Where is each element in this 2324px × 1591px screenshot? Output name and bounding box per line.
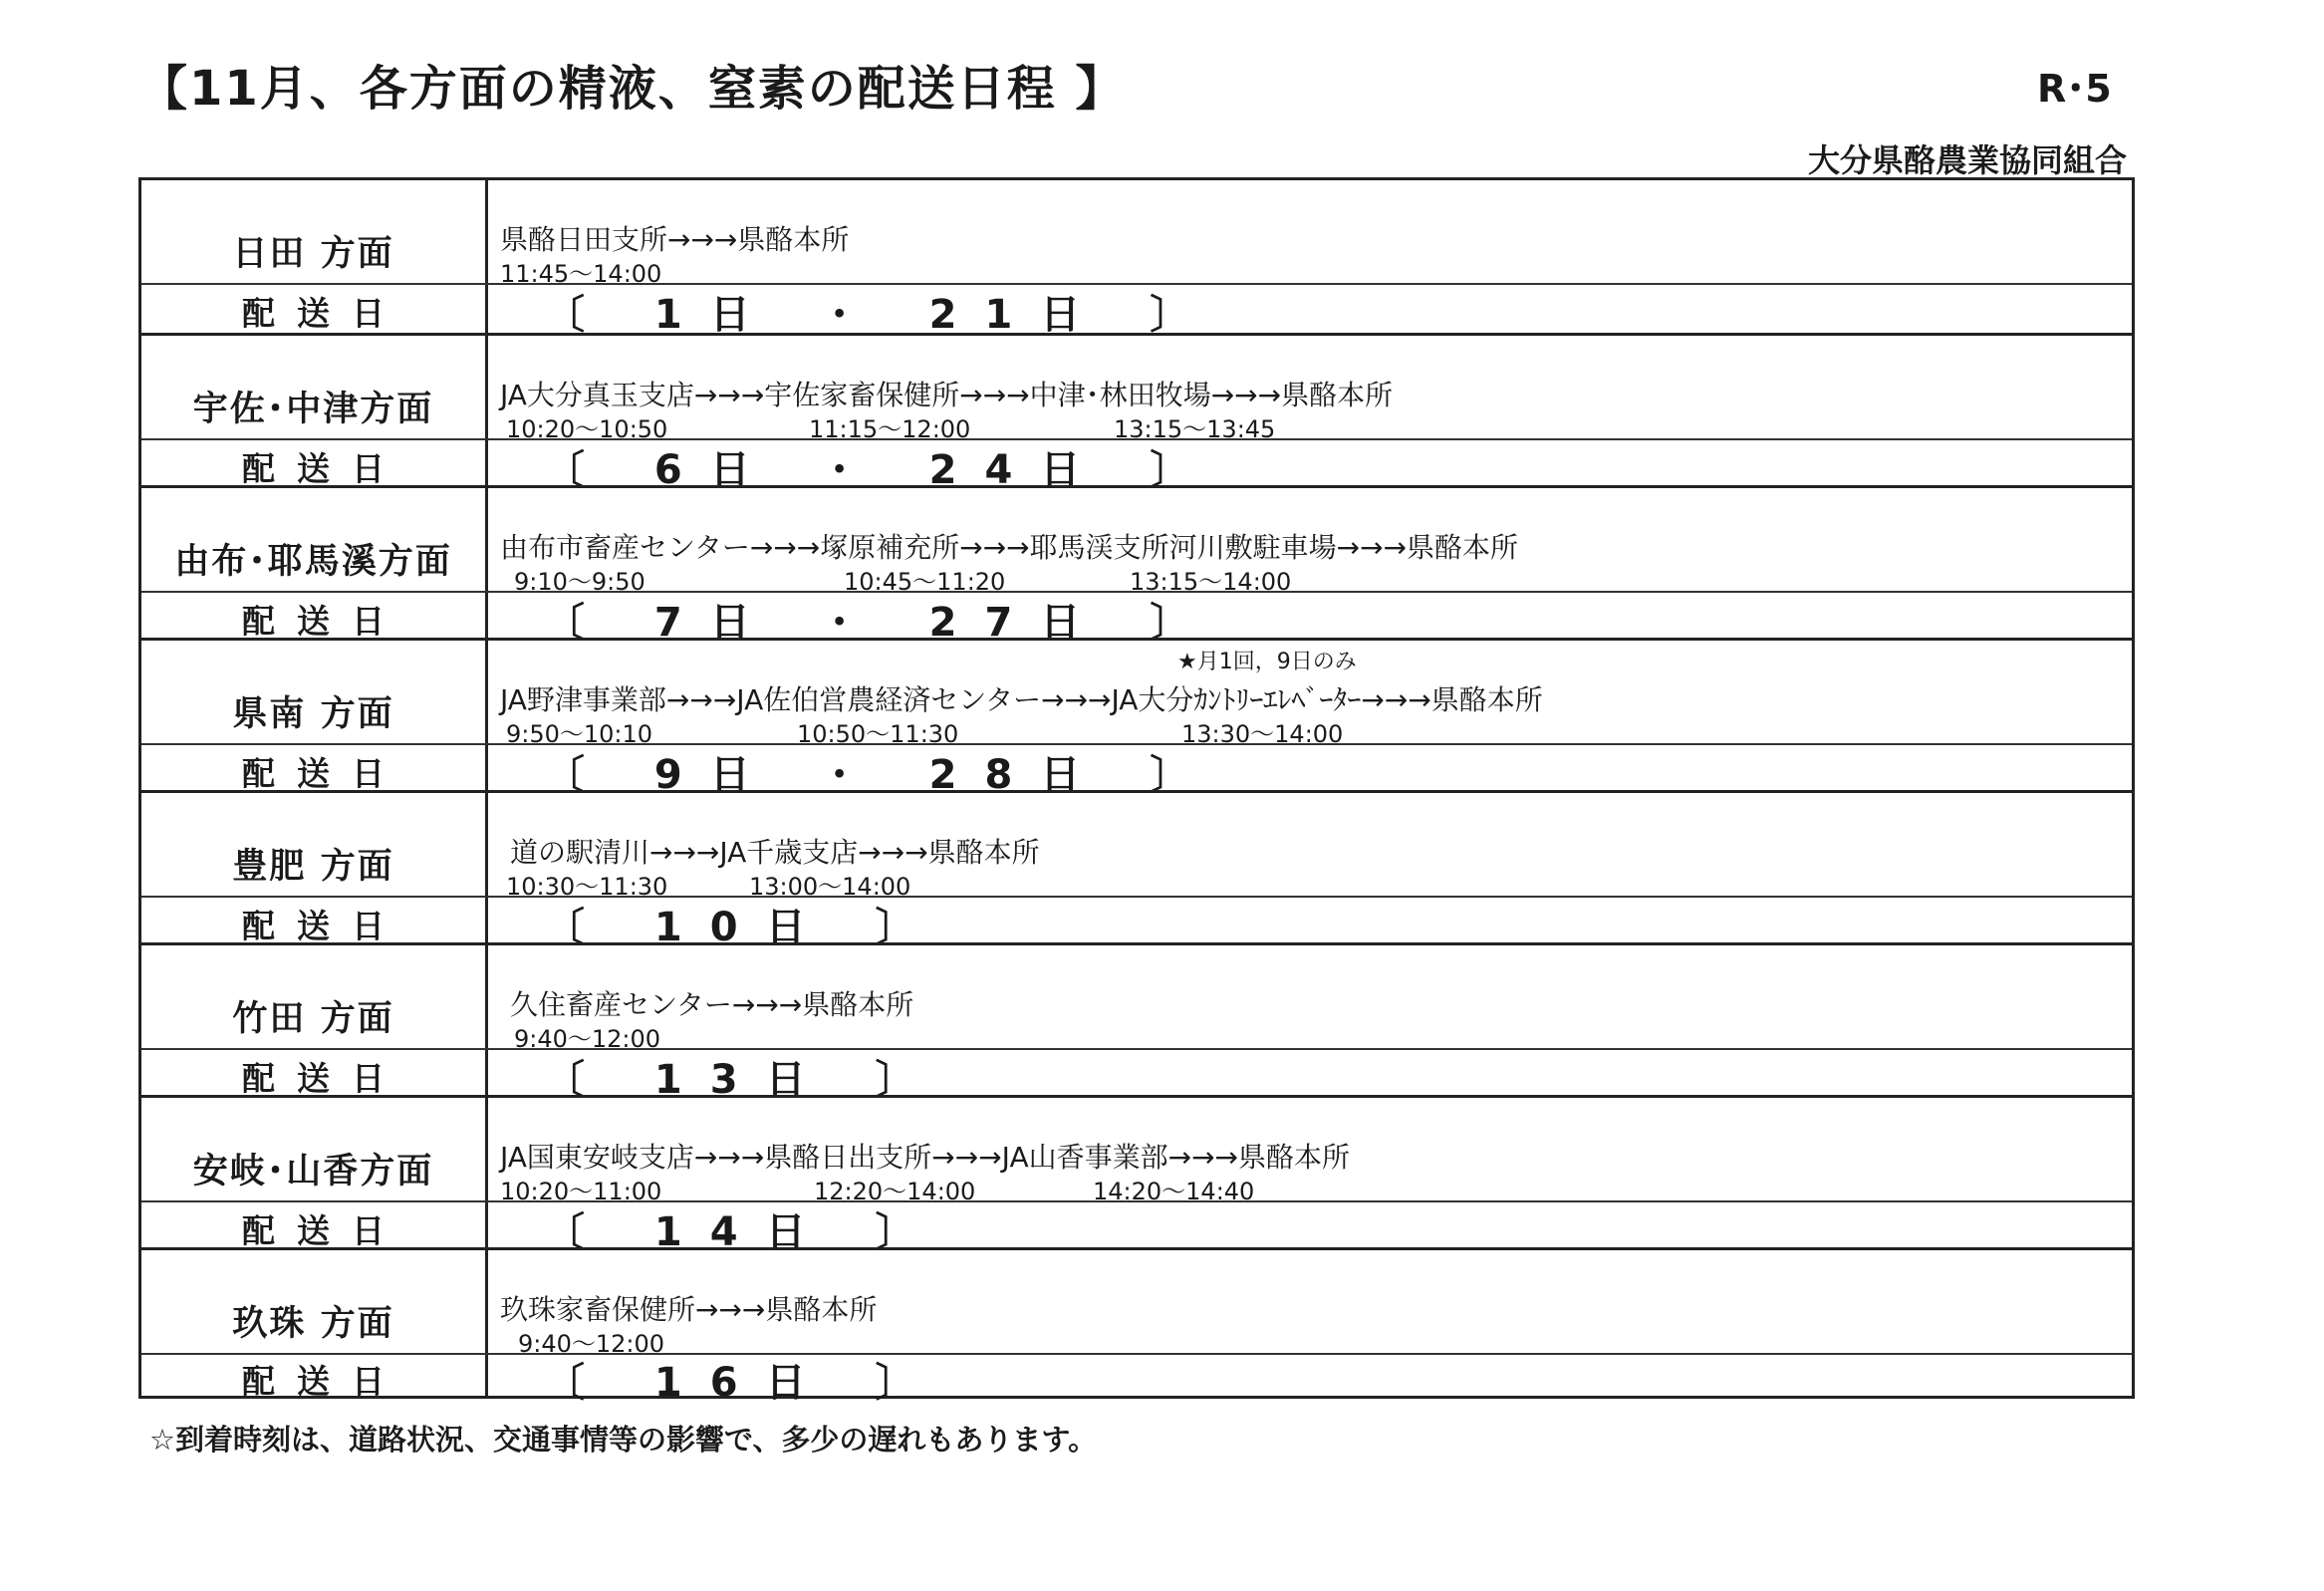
row-divider: [141, 896, 2132, 898]
delivery-day-label: 配送日: [242, 907, 406, 945]
schedule-block-taketa: [141, 942, 2132, 1103]
time-slot: 9:40～12:00: [514, 1025, 661, 1053]
delivery-day-label: 配送日: [242, 1059, 406, 1098]
delivery-day-label: 配送日: [242, 1211, 406, 1250]
delivery-dates: 〔 10日 〕: [545, 905, 943, 950]
schedule-block-hohi: [141, 790, 2132, 950]
time-slot: 13:00～14:00: [749, 873, 911, 901]
delivery-dates: 〔 7日 ・ 27日 〕: [545, 600, 1218, 646]
time-slot: 10:50～11:30: [797, 720, 959, 748]
route-text: JA国東安岐支店→→→県酪日出支所→→→JA山香事業部→→→県酪本所: [500, 1141, 1350, 1174]
row-divider: [141, 1048, 2132, 1050]
time-slot: 13:15～14:00: [1130, 568, 1292, 596]
delivery-dates: 〔 6日 ・ 24日 〕: [545, 447, 1218, 493]
schedule-block-aki-yamaga: [141, 1095, 2132, 1255]
time-slot: 14:20～14:40: [1093, 1178, 1255, 1205]
time-slot: 9:40～12:00: [518, 1330, 665, 1358]
delivery-day-label: 配送日: [242, 602, 406, 641]
schedule-block-kennan: [141, 638, 2132, 798]
time-slot: 9:50～10:10: [506, 720, 653, 748]
schedule-block-hita: [141, 180, 2132, 338]
delivery-day-label: 配送日: [242, 1362, 406, 1401]
time-slot: 10:45～11:20: [844, 568, 1006, 596]
organization-name: 大分県酪農業協同組合: [1807, 141, 2127, 179]
time-slot: 9:10～9:50: [514, 568, 646, 596]
route-text: JA大分真玉支店→→→宇佐家畜保健所→→→中津･林田牧場→→→県酪本所: [500, 379, 1394, 411]
delivery-day-label: 配送日: [242, 294, 406, 333]
route-text: 県酪日田支所→→→県酪本所: [500, 223, 850, 256]
region-name: 日田 方面: [232, 234, 394, 274]
route-text: 玖珠家畜保健所→→→県酪本所: [500, 1293, 878, 1326]
delivery-dates: 〔 13日 〕: [545, 1057, 943, 1103]
delivery-dates: 〔 16日 〕: [545, 1360, 943, 1406]
time-slot: 13:15～13:45: [1114, 415, 1276, 443]
route-text: 由布市畜産センター→→→塚原補充所→→→耶馬渓支所河川敷駐車場→→→県酪本所: [500, 531, 1519, 564]
delivery-dates: 〔 14日 〕: [545, 1209, 943, 1255]
region-name: 宇佐･中津方面: [192, 390, 434, 429]
route-note: ★月1回，9日のみ: [1177, 650, 1357, 674]
region-name: 玖珠 方面: [232, 1304, 394, 1344]
region-name: 県南 方面: [232, 694, 394, 734]
schedule-block-yufu-yabakei: [141, 485, 2132, 646]
time-slot: 11:15～12:00: [809, 415, 971, 443]
time-slot: 11:45～14:00: [500, 260, 662, 288]
region-name: 竹田 方面: [232, 999, 394, 1039]
delivery-dates: 〔 1日 ・ 21日 〕: [545, 292, 1218, 338]
region-name: 由布･耶馬溪方面: [174, 542, 452, 582]
route-text: 道の駅清川→→→JA千歳支店→→→県酪本所: [510, 836, 1040, 869]
schedule-block-usa-nakatsu: [141, 333, 2132, 493]
delivery-day-label: 配送日: [242, 754, 406, 793]
region-name: 安岐･山香方面: [192, 1152, 434, 1192]
footer-note: ☆到着時刻は、道路状況、交通事情等の影響で、多少の遅れもあります。: [149, 1423, 1098, 1457]
page-title: 【11月、各方面の精液、窒素の配送日程 】: [139, 61, 1126, 117]
route-text: JA野津事業部→→→JA佐伯営農経済センター→→→JA大分ｶﾝﾄﾘｰｴﾚﾍﾞｰﾀｰ→→→県酪本所: [500, 683, 1543, 716]
delivery-schedule-table: [138, 177, 2135, 1406]
delivery-day-label: 配送日: [242, 449, 406, 488]
schedule-block-kusu: [141, 1247, 2132, 1406]
route-text: 久住畜産センター→→→県酪本所: [510, 988, 914, 1021]
delivery-dates: 〔 9日 ・ 28日 〕: [545, 752, 1218, 798]
region-name: 豊肥 方面: [232, 847, 394, 887]
time-slot: 10:30～11:30: [506, 873, 668, 901]
time-slot: 12:20～14:00: [814, 1178, 976, 1205]
time-slot: 10:20～10:50: [506, 415, 668, 443]
document-ref: R･5: [2037, 67, 2112, 111]
row-divider: [141, 1353, 2132, 1355]
time-slot: 10:20～11:00: [500, 1178, 662, 1205]
time-slot: 13:30～14:00: [1181, 720, 1344, 748]
